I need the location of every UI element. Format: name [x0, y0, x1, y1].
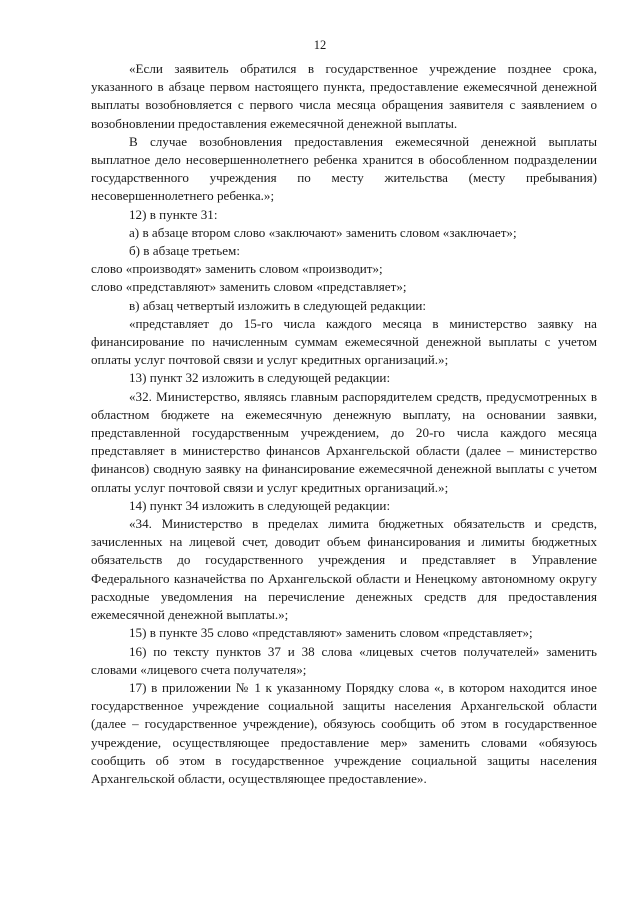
paragraph: 17) в приложении № 1 к указанному Порядку слова «, в котором находится иное государственное учреждение социальной защиты населения Архангельской области (далее – государственное учреждение), обязуюсь сообщить об этом в государственное учреждение, осуществляющее предоставление мер» заменить словами «обязуюсь сообщить об этом в государственное учреждение социальной защиты населения Архангельской области, осуществляющее предоставление». [91, 679, 597, 786]
paragraph: В случае возобновления предоставления ежемесячной денежной выплаты выплатное дело несовершеннолетнего ребенка хранится в обособленном подразделении государственного учреждения по месту жительства (месту пребывания) несовершеннолетнего ребенка.»; [91, 133, 597, 204]
paragraph: слово «производят» заменить словом «производит»; [91, 261, 383, 277]
paragraph: «Если заявитель обратился в государственное учреждение позднее срока, указанного в абзаце первом настоящего пункта, предоставление ежемесячной денежной выплаты возобновляется с первого числа месяца обращения заявителя с заявлением о возобновлении предоставления ежемесячной денежной выплаты. [91, 61, 597, 131]
paragraph: «представляет до 15-го числа каждого месяца в министерство заявку на финансирование по начисленным суммам ежемесячной денежной выплаты с учетом оплаты услуг почтовой связи и услуг кредитных организаций.»; [91, 315, 597, 368]
paragraph: слово «представляют» заменить словом «представляет»; [91, 279, 407, 295]
paragraph: 15) в пункте 35 слово «представляют» заменить словом «представляет»; [129, 625, 533, 641]
paragraph: 16) по тексту пунктов 37 и 38 слова «лицевых счетов получателей» заменить словами «лицевого счета получателя»; [91, 643, 597, 677]
paragraph: «34. Министерство в пределах лимита бюджетных обязательств и средств, зачисленных на лицевой счет, доводит объем финансирования и лимиты бюджетных обязательств до государственного учреждения и представляет в Управление Федерального казначейства по Архангельской области и Ненецкому автономному округу расходные уведомления на перечисление денежных средств для предоставления ежемесячной денежной выплаты.»; [91, 516, 597, 623]
paragraph: в) абзац четвертый изложить в следующей редакции: [129, 297, 427, 313]
paragraph: 12) в пункте 31: [129, 206, 218, 222]
paragraph: 14) пункт 34 изложить в следующей редакции: [129, 497, 391, 513]
paragraph: а) в абзаце втором слово «заключают» заменить словом «заключает»; [129, 224, 517, 240]
page-number: 12 [313, 38, 327, 52]
paragraph: 13) пункт 32 изложить в следующей редакции: [129, 370, 391, 386]
paragraph: «32. Министерство, являясь главным распорядителем средств, предусмотренных в областном бюджете на ежемесячную денежную выплату, на основании заявки, представленной государственным учреждением, до 20-го числа каждого месяца представляет в министерство финансов Архангельской области (далее – министерство финансов) сводную заявку на финансирование ежемесячной денежной выплаты с учетом оплаты услуг почтовой связи и услуг кредитных организаций.»; [91, 388, 597, 495]
document-body [91, 60, 597, 788]
paragraph: б) в абзаце третьем: [129, 243, 240, 259]
